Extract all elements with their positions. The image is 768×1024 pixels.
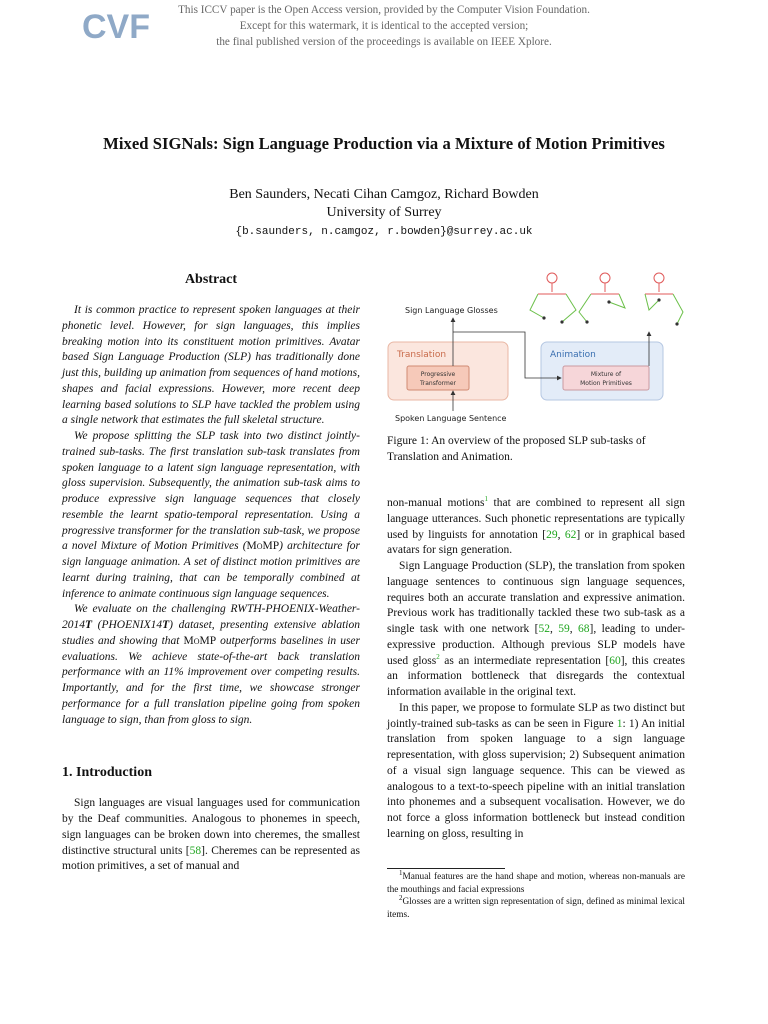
slp-overview-diagram bbox=[387, 270, 685, 430]
transformer-label-line: Transformer bbox=[419, 380, 457, 387]
footnote-2: $^2$Glosses are a written sign representation of sign, defined as minimal lexical items. bbox=[387, 893, 685, 920]
skeleton-pose-sequence bbox=[530, 273, 683, 326]
footnote-1: $^1$Manual features are the hand shape and motion, whereas non-manuals are the mouthings and facial expressions bbox=[387, 868, 685, 895]
skeleton-pose bbox=[530, 273, 576, 324]
abstract-body bbox=[62, 303, 360, 728]
cvf-logo bbox=[82, 6, 150, 46]
footnotes bbox=[387, 868, 685, 921]
author-names: Ben Saunders, Necati Cihan Camgoz, Richard Bowden bbox=[229, 187, 539, 202]
abstract-paragraph-1: It is common practice to represent spoken languages at their phonetic level. However, for sign languages, this implies breaking motion into its constituent motion primitives. Avatar based Sign Language Production (SLP) has traditionally done just this, building up animation from sequences of hand motions, shapes and facial expressions. However, more recent deep learning based solutions to SLP have tackled the problem using a single network that estimates the full skeletal structure. bbox=[62, 304, 360, 427]
citation-link[interactable]: 58 bbox=[189, 844, 202, 857]
figure-1-caption: Figure 1: An overview of the proposed SLP sub-tasks of Translation and Animation. bbox=[387, 435, 646, 463]
svg-text:CVF: CVF bbox=[82, 8, 150, 46]
sentence-label: Spoken Language Sentence bbox=[395, 414, 507, 423]
open-access-watermark bbox=[150, 2, 618, 50]
citation-link[interactable]: 59 bbox=[558, 623, 570, 635]
watermark-line: Except for this watermark, it is identical to the accepted version; bbox=[239, 20, 529, 32]
citation-link[interactable]: 62 bbox=[564, 528, 577, 541]
author-block bbox=[0, 186, 768, 222]
introduction-paragraph: Sign languages are visual languages used for communication by the Deaf communities. Analogous to phonemes in speech, sign languages can be broken down into cheremes, the smallest distinctive structural units [58]. Cheremes can be represented as motion primitives, a set of manual and bbox=[62, 797, 360, 873]
watermark-line: the final published version of the proceedings is available on IEEE Xplore. bbox=[216, 36, 552, 48]
citation-link[interactable]: 68 bbox=[578, 623, 590, 635]
translation-label: Translation bbox=[397, 350, 447, 360]
glosses-label: Sign Language Glosses bbox=[405, 306, 498, 315]
abstract-heading: Abstract bbox=[184, 272, 238, 287]
citation-link[interactable]: 52 bbox=[538, 623, 551, 635]
abstract-paragraph-3: We evaluate on the challenging RWTH-PHOENIX-Weather-2014T (PHOENIX14T) dataset, presenting extensive ablation studies and showing that MoMP outperforms baselines in user evaluations. We achieve state-of-the-art back translation performance with an 11% improvement over competing results. Importantly, and for the first time, we showcase stronger performance for a full translation pipeline going from spoken language to sign, than from gloss to sign. bbox=[62, 603, 360, 726]
mixture-label-line: Motion Primitives bbox=[580, 380, 632, 387]
footnote-marker[interactable]: 1 bbox=[484, 495, 489, 504]
paper-title: Mixed SIGNals: Sign Language Production via a Mixture of Motion Primitives bbox=[103, 134, 665, 153]
affiliation: University of Surrey bbox=[326, 205, 442, 220]
intro-paragraph: non-manual motions$^1$ that are combined to represent all sign language utterances. Such phonetic representations are typically used by linguists for annotation [29, 62] or in graphical based avatars for sign generation. bbox=[387, 495, 686, 557]
author-emails: {b.saunders, n.camgoz, r.bowden}@surrey.ac.uk bbox=[235, 226, 533, 238]
figure-reference-link[interactable]: 1 bbox=[616, 717, 623, 730]
introduction-continued bbox=[387, 496, 685, 843]
intro-paragraph: Sign Language Production (SLP), the translation from spoken language sentences to continuous sign language sequences, requires both an accurate translation and expressive animation. Previous work has traditionally tackled these two sub-task as a single task with one network [52, 59, 68], leading to under-expressive production. Although previous SLP models have used gloss$^2$ as an intermediate representation [60], this creates an information bottleneck that disregards the contextual information available in the original text. bbox=[387, 560, 685, 698]
introduction-heading: 1. Introduction bbox=[62, 765, 152, 781]
footnote-divider bbox=[387, 868, 505, 869]
skeleton-pose bbox=[645, 273, 683, 326]
citation-link[interactable]: 29 bbox=[546, 528, 558, 541]
left-column bbox=[62, 272, 360, 875]
abstract-paragraph-2: We propose splitting the SLP task into two distinct jointly-trained sub-tasks. The first translation sub-task translates from spoken language to a latent sign language representation, with gloss supervision. Subsequently, the animation sub-task aims to produce expressive sign language sequences that closely resemble the learnt spatio-temporal representation. Using a progressive transformer for the translation sub-task, we propose a novel Mixture of Motion Primitives (MoMP) architecture for sign language animation. A set of distinct motion primitives are learnt during training, that can be temporally combined at inference to animate continuous sign language sequences. bbox=[62, 430, 360, 600]
figure-1 bbox=[387, 270, 685, 430]
footnote-marker[interactable]: 2 bbox=[436, 652, 440, 661]
intro-paragraph: In this paper, we propose to formulate SLP as two distinct but jointly-trained sub-tasks as can be seen in Figure 1: 1) An initial translation from spoken language to a sign language representation, with gloss supervision; 2) Subsequent animation of a visual sign language sequence. This can be viewed as analogous to a text-to-speech pipeline with an initial translation into phonemes and a subsequent vocalisation. However, we do not force a gloss information bottleneck but instead condition learning on gloss, resulting in bbox=[387, 701, 685, 840]
transformer-label-line: Progressive bbox=[420, 371, 456, 378]
watermark-line: This ICCV paper is the Open Access version, provided by the Computer Vision Foundation. bbox=[178, 4, 590, 16]
mixture-label-line: Mixture of bbox=[590, 371, 622, 378]
skeleton-pose bbox=[579, 273, 625, 324]
animation-label: Animation bbox=[550, 350, 596, 360]
citation-link[interactable]: 60 bbox=[609, 654, 621, 667]
right-column bbox=[387, 270, 686, 920]
